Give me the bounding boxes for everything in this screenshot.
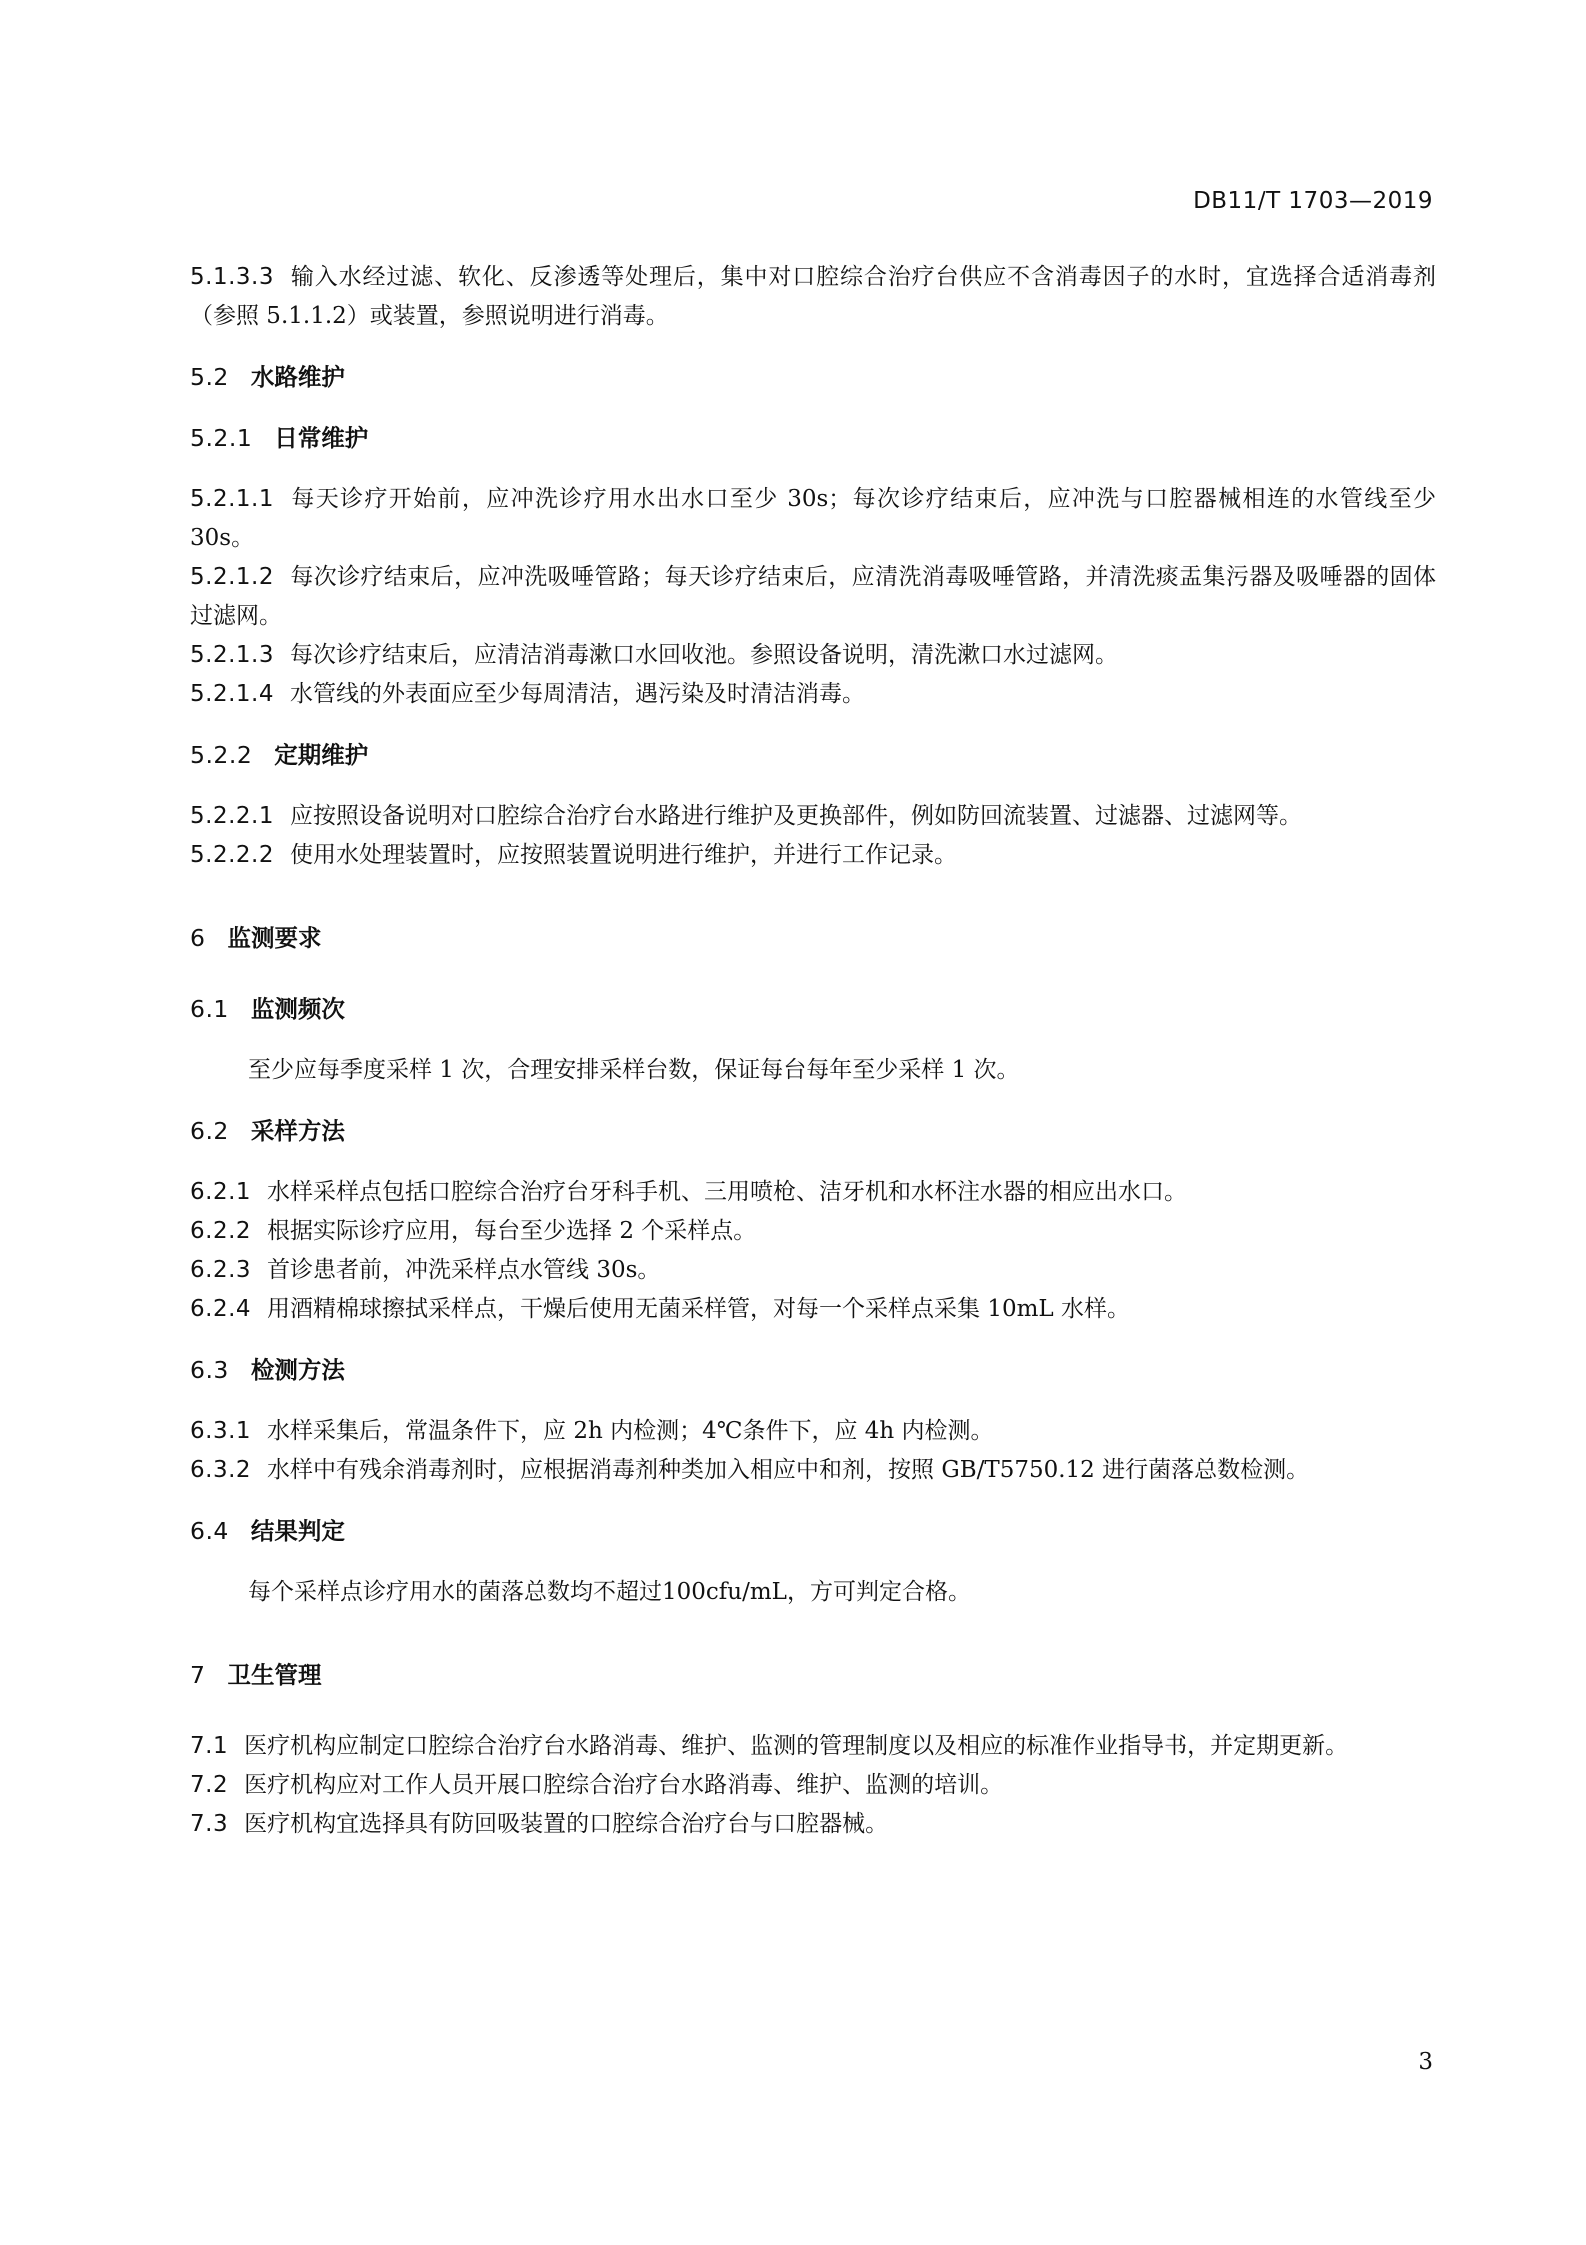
clause-text: 医疗机构应对工作人员开展口腔综合治疗台水路消毒、维护、监测的培训。 xyxy=(244,1772,1004,1798)
clause-text: 首诊患者前，冲洗采样点水管线 30s。 xyxy=(267,1257,661,1283)
clause-number: 7.3 xyxy=(190,1811,229,1837)
heading-title: 水路维护 xyxy=(250,363,345,391)
clause-5-2-1-2 xyxy=(190,558,1436,636)
heading-number: 6.4 xyxy=(190,1517,229,1545)
clause-number: 6.2.1 xyxy=(190,1179,252,1205)
clause-text: 每天诊疗开始前，应冲洗诊疗用水出水口至少 30s；每次诊疗结束后，应冲洗与口腔器械相连的水管线至少 30s。 xyxy=(190,486,1436,551)
heading-title: 监测频次 xyxy=(250,995,345,1023)
clause-6-3-1 xyxy=(190,1412,1436,1451)
clause-5-2-1-1 xyxy=(190,480,1436,558)
clause-text: 水样中有残余消毒剂时，应根据消毒剂种类加入相应中和剂，按照 GB/T5750.12 进行菌落总数检测。 xyxy=(267,1457,1310,1483)
clause-number: 7.1 xyxy=(190,1733,229,1759)
heading-5-2 xyxy=(190,358,1436,397)
clause-6-3-2 xyxy=(190,1451,1436,1490)
heading-6 xyxy=(190,919,1436,958)
clause-text: 水管线的外表面应至少每周清洁，遇污染及时清洁消毒。 xyxy=(289,681,865,707)
heading-number: 6.1 xyxy=(190,995,229,1023)
clause-text: 使用水处理装置时，应按照装置说明进行维护，并进行工作记录。 xyxy=(289,842,957,868)
clause-number: 5.1.3.3 xyxy=(190,264,274,290)
clause-number: 5.2.2.2 xyxy=(190,842,274,868)
heading-6-4 xyxy=(190,1512,1436,1551)
clause-7-2 xyxy=(190,1766,1436,1805)
heading-title: 卫生管理 xyxy=(227,1661,322,1689)
clause-text: 医疗机构应制定口腔综合治疗台水路消毒、维护、监测的管理制度以及相应的标准作业指导书，并定期更新。 xyxy=(244,1733,1349,1759)
clause-text: 用酒精棉球擦拭采样点，干燥后使用无菌采样管，对每一个采样点采集 10mL 水样。 xyxy=(267,1296,1131,1322)
clause-text: 应按照设备说明对口腔综合治疗台水路进行维护及更换部件，例如防回流装置、过滤器、过滤网等。 xyxy=(289,803,1302,829)
clause-6-2-4 xyxy=(190,1290,1436,1329)
clause-text: 根据实际诊疗应用，每台至少选择 2 个采样点。 xyxy=(267,1218,757,1244)
clause-text: 水样采样点包括口腔综合治疗台牙科手机、三用喷枪、洁牙机和水杯注水器的相应出水口。 xyxy=(267,1179,1188,1205)
clause-number: 6.3.1 xyxy=(190,1418,252,1444)
clause-6-2-2 xyxy=(190,1212,1436,1251)
document-body xyxy=(190,258,1436,1844)
heading-title: 定期维护 xyxy=(274,741,369,769)
heading-number: 5.2.2 xyxy=(190,741,253,769)
clause-number: 6.2.3 xyxy=(190,1257,252,1283)
clause-text: 每次诊疗结束后，应冲洗吸唾管路；每天诊疗结束后，应清洗消毒吸唾管路，并清洗痰盂集污器及吸唾器的固体过滤网。 xyxy=(190,564,1436,629)
clause-number: 7.2 xyxy=(190,1772,229,1798)
document-code: DB11/T 1703—2019 xyxy=(1193,188,1433,214)
clause-5-1-3-3 xyxy=(190,258,1436,336)
clause-number: 5.2.1.4 xyxy=(190,681,274,707)
clause-text: 输入水经过滤、软化、反渗透等处理后，集中对口腔综合治疗台供应不含消毒因子的水时，宜选择合适消毒剂（参照 5.1.1.2）或装置，参照说明进行消毒。 xyxy=(190,264,1436,329)
heading-title: 采样方法 xyxy=(250,1117,345,1145)
heading-number: 5.2 xyxy=(190,363,229,391)
heading-title: 检测方法 xyxy=(250,1356,345,1384)
clause-number: 5.2.1.1 xyxy=(190,486,274,512)
heading-7 xyxy=(190,1656,1436,1695)
heading-title: 日常维护 xyxy=(274,424,369,452)
heading-number: 5.2.1 xyxy=(190,424,253,452)
clause-7-1 xyxy=(190,1727,1436,1766)
heading-6-1 xyxy=(190,990,1436,1029)
heading-5-2-2 xyxy=(190,736,1436,775)
clause-number: 6.2.4 xyxy=(190,1296,252,1322)
clause-5-2-2-2 xyxy=(190,836,1436,875)
page-number: 3 xyxy=(1418,2049,1433,2075)
clause-number: 5.2.1.2 xyxy=(190,564,274,590)
clause-number: 5.2.2.1 xyxy=(190,803,274,829)
clause-number: 5.2.1.3 xyxy=(190,642,274,668)
heading-title: 监测要求 xyxy=(227,924,322,952)
heading-number: 6 xyxy=(190,924,206,952)
clause-5-2-1-4 xyxy=(190,675,1436,714)
heading-number: 6.2 xyxy=(190,1117,229,1145)
heading-6-3 xyxy=(190,1351,1436,1390)
heading-6-2 xyxy=(190,1112,1436,1151)
paragraph-6-1: 至少应每季度采样 1 次，合理安排采样台数，保证每台每年至少采样 1 次。 xyxy=(248,1057,1020,1083)
heading-5-2-1 xyxy=(190,419,1436,458)
clause-6-2-3 xyxy=(190,1251,1436,1290)
clause-5-2-1-3 xyxy=(190,636,1436,675)
heading-number: 7 xyxy=(190,1661,206,1689)
clause-text: 医疗机构宜选择具有防回吸装置的口腔综合治疗台与口腔器械。 xyxy=(244,1811,889,1837)
paragraph-6-4: 每个采样点诊疗用水的菌落总数均不超过100cfu/mL，方可判定合格。 xyxy=(248,1579,971,1605)
clause-text: 水样采集后，常温条件下，应 2h 内检测；4℃条件下，应 4h 内检测。 xyxy=(267,1418,994,1444)
clause-number: 6.3.2 xyxy=(190,1457,252,1483)
clause-6-2-1 xyxy=(190,1173,1436,1212)
clause-5-2-2-1 xyxy=(190,797,1436,836)
clause-text: 每次诊疗结束后，应清洁消毒漱口水回收池。参照设备说明，清洗漱口水过滤网。 xyxy=(289,642,1118,668)
clause-7-3 xyxy=(190,1805,1436,1844)
clause-number: 6.2.2 xyxy=(190,1218,252,1244)
heading-number: 6.3 xyxy=(190,1356,229,1384)
heading-title: 结果判定 xyxy=(250,1517,345,1545)
